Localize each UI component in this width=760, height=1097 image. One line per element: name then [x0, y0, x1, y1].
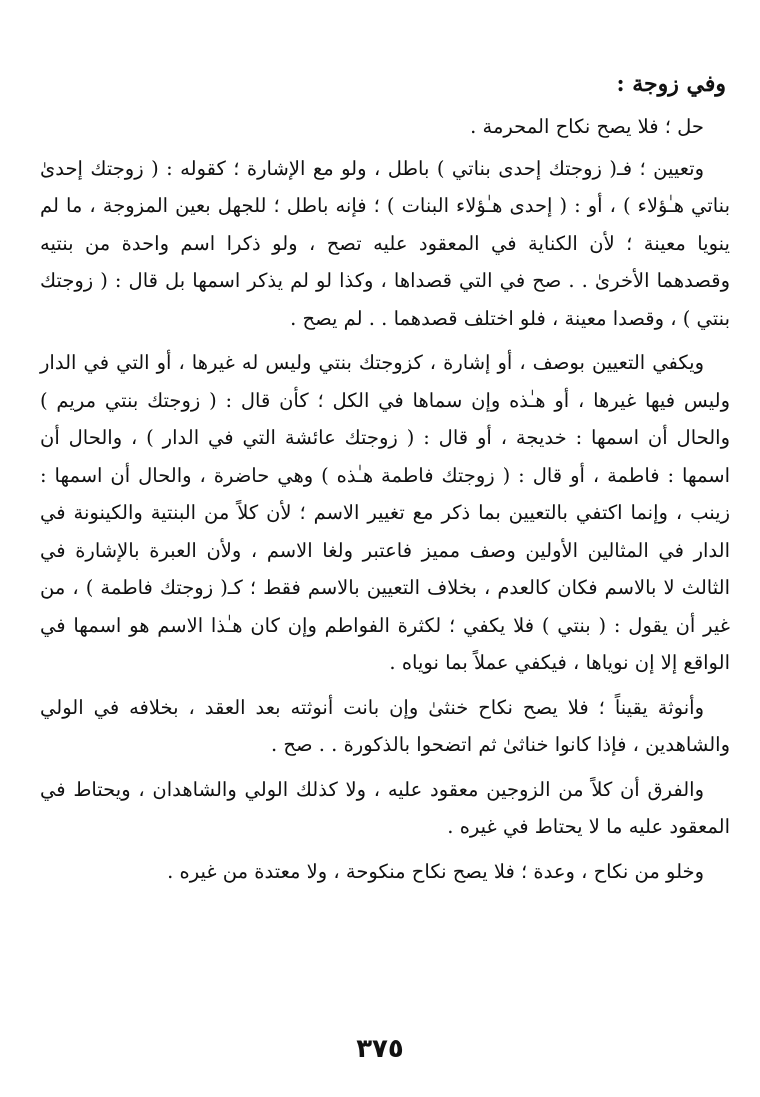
paragraph-condition-unutha: وأنوثة يقيناً ؛ فلا يصح نكاح خنثىٰ وإن بانت أنوثته بعد العقد ، بخلافه في الولي والشاهدين ، فإذا كانوا خناثىٰ ثم اتضحوا بالذكورة . . صح .	[40, 695, 730, 756]
paragraph-condition-hill: حل ؛ فلا يصح نكاح المحرمة .	[470, 115, 704, 138]
page-number: ٣٧٥	[356, 1034, 404, 1064]
paragraph-condition-khuluw: وخلو من نكاح ، وعدة ؛ فلا يصح نكاح منكوحة ، ولا معتدة من غيره .	[167, 859, 704, 883]
paragraph-taayin-by-description: ويكفي التعيين بوصف ، أو إشارة ، كزوجتك بنتي وليس له غيرها ، أو التي في الدار وليس فيها غيرها ، أو هـٰذه وإن سماها في الكل ؛ كأن قال : ( زوجتك بنتي مريم ) والحال أن اسمها : خديجة ، أو قال : ( زوجتك عائشة التي في الدار ) ، والحال أن اسمها : فاطمة ، أو قال : ( زوجتك فاطمة هـٰذه ) وهي حاضرة ، والحال أن اسمها : زينب ، وإنما اكتفي بالتعيين بما ذكر مع تغيير الاسم ؛ لأن كلاً من البنتية والكينونة في الدار في المثالين الأولين وصف مميز فاعتبر ولغا الاسم ، ولأن العبرة بالإشارة في الثالث لا بالاسم فكان كالعدم ، بخلاف التعيين بالاسم فقط ؛ كـ( زوجتك فاطمة ) ، من غير أن يقول : ( بنتي ) فلا يكفي ؛ لكثرة الفواطم وإن كان هـٰذا الاسم هو اسمها في الواقع إلا إن نوياها ، فيكفي عملاً بما نوياه .	[40, 351, 730, 674]
page-body	[40, 66, 730, 897]
section-heading: وفي زوجة :	[616, 71, 726, 97]
paragraph-difference: والفرق أن كلاً من الزوجين معقود عليه ، ولا كذلك الولي والشاهدان ، ويحتاط في المعقود عليه ما لا يحتاط في غيره .	[40, 777, 730, 838]
paragraph-condition-taayin: وتعيين ؛ فـ( زوجتك إحدى بناتي ) باطل ، ولو مع الإشارة ؛ كقوله : ( زوجتك إحدىٰ بناتي هـٰؤلاء ) ، أو : ( إحدى هـٰؤلاء البنات ) ؛ فإنه باطل ؛ للجهل بعين المزوجة ، ما لم ينويا معينة ؛ لأن الكناية في المعقود عليه تصح ، ولو ذكرا اسم واحدة من بنتيه وقصدهما الأخرىٰ . . صح في التي قصداها ، وكذا لو لم يذكر اسمها بل قال : ( زوجتك بنتي ) ، وقصدا معينة ، فلو اختلف قصدهما . . لم يصح .	[40, 156, 730, 330]
